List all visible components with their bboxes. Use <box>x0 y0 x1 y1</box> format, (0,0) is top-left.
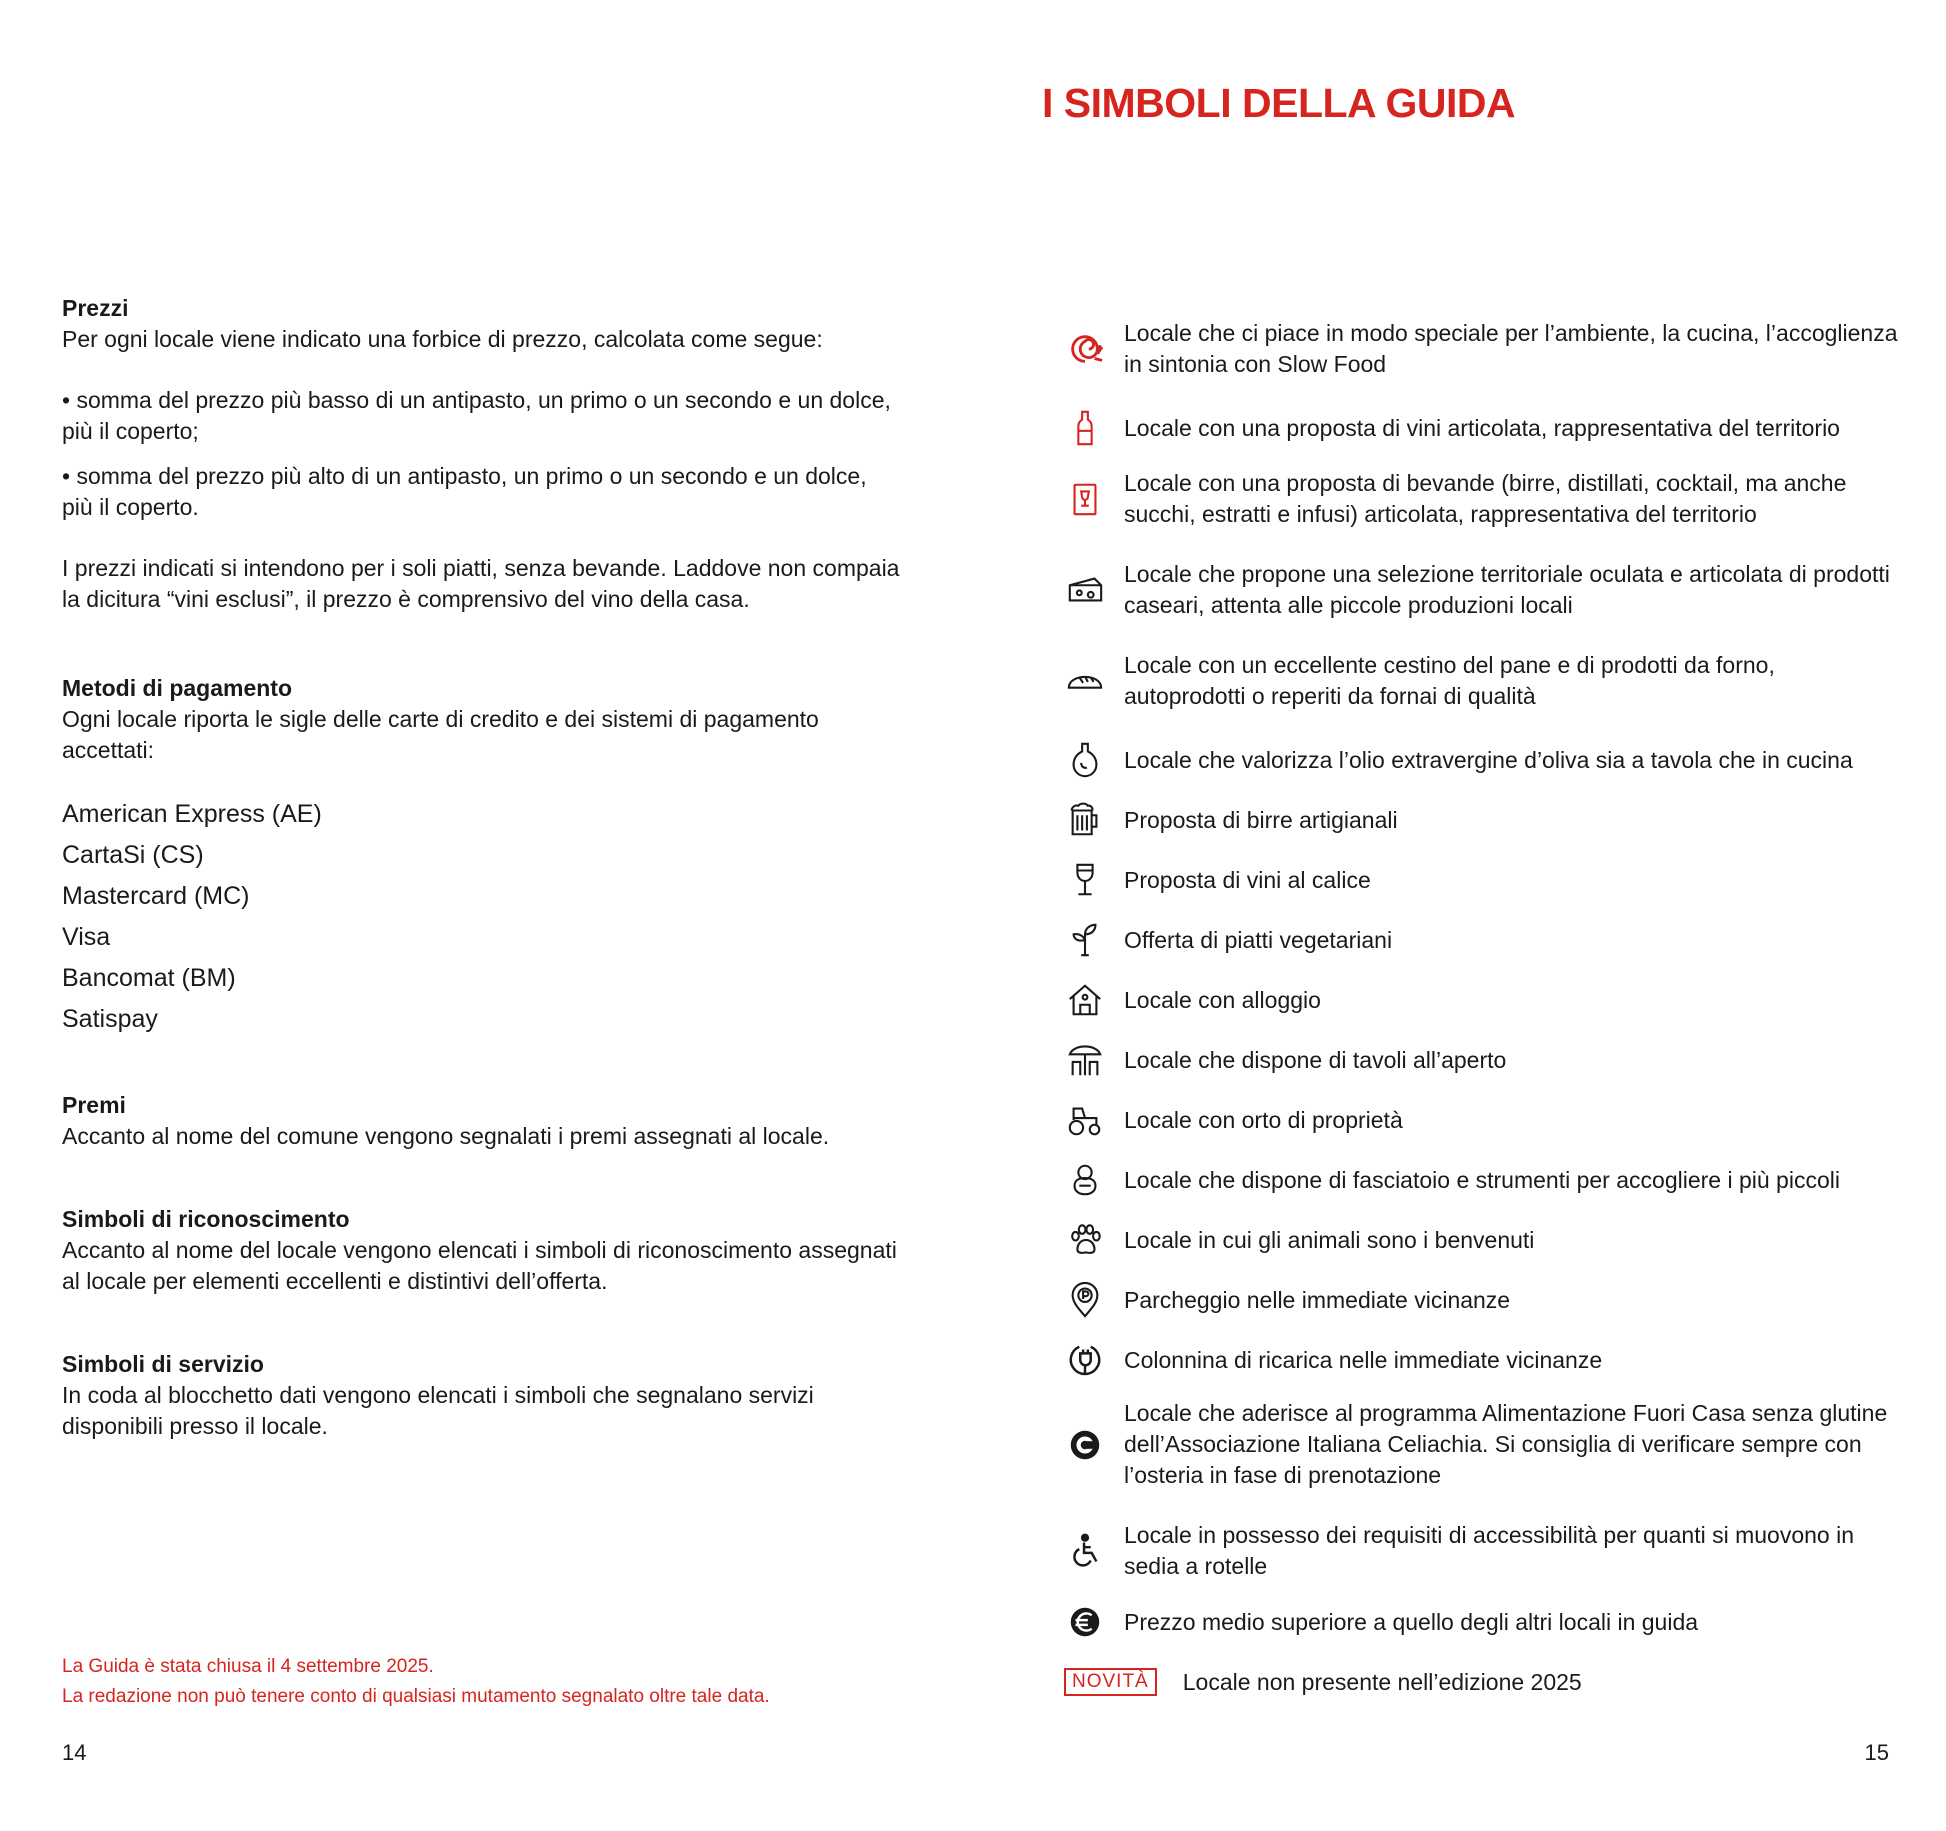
drinks-menu-icon <box>1062 480 1108 518</box>
symbol-item <box>1062 1040 1902 1080</box>
vegetable-icon <box>1062 921 1108 959</box>
symbol-description: Locale non presente nell’edizione 2025 <box>1182 1668 1582 1695</box>
payment-methods-list <box>62 794 902 1040</box>
symbol-item <box>1062 1220 1902 1260</box>
symbol-description: Locale in cui gli animali sono i benvenuti <box>1124 1226 1535 1253</box>
symbol-item <box>1062 1160 1902 1200</box>
symbol-item <box>1062 1602 1902 1642</box>
bread-icon <box>1062 662 1108 700</box>
page-number-right: 15 <box>1864 1740 1889 1765</box>
celiac-icon <box>1062 1426 1108 1464</box>
symbol-item <box>1062 468 1902 530</box>
symbol-description: Locale con un eccellente cestino del pane e di prodotti da forno, autoprodotti o reperiti da fornai di qualità <box>1124 652 1775 709</box>
symbol-item <box>1062 920 1902 960</box>
premi-text: Accanto al nome del comune vengono segnalati i premi assegnati al locale. <box>62 1123 830 1149</box>
symbol-description: Locale che dispone di fasciatoio e strumenti per accogliere i più piccoli <box>1124 1166 1840 1193</box>
tractor-icon <box>1062 1101 1108 1139</box>
prezzi-note: I prezzi indicati si intendono per i soli piatti, senza bevande. Laddove non compaia la dicitura “vini esclusi”, il prezzo è comprensivo del vino della casa. <box>62 555 900 612</box>
parking-icon <box>1062 1281 1108 1319</box>
symbol-description: Locale che dispone di tavoli all’aperto <box>1124 1046 1507 1073</box>
left-column <box>62 293 902 1478</box>
wheelchair-icon <box>1062 1532 1108 1570</box>
payment-method: CartaSi (CS) <box>62 841 204 869</box>
symbol-item <box>1062 1398 1902 1491</box>
symbol-description: Locale con alloggio <box>1124 986 1321 1013</box>
prezzi-bullet-high: • somma del prezzo più alto di un antipasto, un primo o un secondo e un dolce, più il coperto. <box>62 463 867 520</box>
symbol-item <box>1062 650 1902 712</box>
symbol-description: Locale con una proposta di vini articolata, rappresentativa del territorio <box>1124 414 1840 441</box>
changes-disclaimer: La redazione non può tenere conto di qualsiasi mutamento segnalato oltre tale data. <box>62 1686 770 1707</box>
premi-heading: Premi <box>62 1092 126 1118</box>
prezzi-bullet-low: • somma del prezzo più basso di un antipasto, un primo o un secondo e un dolce, più il coperto; <box>62 387 891 444</box>
symbol-item <box>1062 860 1902 900</box>
beer-mug-icon <box>1062 801 1108 839</box>
payment-method: Bancomat (BM) <box>62 964 236 992</box>
symbol-description: Proposta di birre artigianali <box>1124 806 1398 833</box>
symbol-item <box>1062 740 1902 780</box>
symbol-description: Parcheggio nelle immediate vicinanze <box>1124 1286 1511 1313</box>
paw-icon <box>1062 1221 1108 1259</box>
symbol-description: Locale che valorizza l’olio extravergine d’oliva sia a tavola che in cucina <box>1124 746 1853 773</box>
payment-method: Satispay <box>62 1005 158 1033</box>
symbol-description: Proposta di vini al calice <box>1124 866 1371 893</box>
symbol-description: Locale che ci piace in modo speciale per l’ambiente, la cucina, l’accoglienza in sintonia con Slow Food <box>1124 320 1898 377</box>
page-number-left: 14 <box>62 1740 87 1765</box>
symbol-item <box>1062 980 1902 1020</box>
symbol-description: Colonnina di ricarica nelle immediate vicinanze <box>1124 1346 1603 1373</box>
section-servizio <box>62 1349 902 1442</box>
novita-badge: NOVITÀ <box>1064 1668 1157 1696</box>
symbol-description: Prezzo medio superiore a quello degli altri locali in guida <box>1124 1608 1699 1635</box>
baby-icon <box>1062 1161 1108 1199</box>
servizio-heading: Simboli di servizio <box>62 1351 264 1377</box>
symbol-description: Locale con una proposta di bevande (birre, distillati, cocktail, ma anche succhi, estratti e infusi) articolata, rappresentativa del territorio <box>1124 470 1847 527</box>
pagamento-intro: Ogni locale riporta le sigle delle carte di credito e dei sistemi di pagamento accettati: <box>62 706 819 763</box>
symbol-item <box>1062 1100 1902 1140</box>
symbol-item <box>1062 1520 1902 1582</box>
section-riconoscimento <box>62 1204 902 1297</box>
pagamento-heading: Metodi di pagamento <box>62 675 292 701</box>
riconoscimento-text: Accanto al nome del locale vengono elencati i simboli di riconoscimento assegnati al locale per elementi eccellenti e distintivi dell’offerta. <box>62 1237 897 1294</box>
symbol-description: Locale in possesso dei requisiti di accessibilità per quanti si muovono in sedia a rotelle <box>1124 1522 1855 1579</box>
closing-date-note: La Guida è stata chiusa il 4 settembre 2025. <box>62 1656 434 1677</box>
symbols-legend <box>1062 318 1902 1702</box>
symbol-description: Offerta di piatti vegetariani <box>1124 926 1393 953</box>
snail-icon <box>1062 330 1108 368</box>
page-title: I SIMBOLI DELLA GUIDA <box>1042 80 1516 126</box>
payment-method: Mastercard (MC) <box>62 882 250 910</box>
cheese-icon <box>1062 571 1108 609</box>
symbol-item <box>1062 1340 1902 1380</box>
euro-icon <box>1062 1603 1108 1641</box>
olive-oil-icon <box>1062 741 1108 779</box>
servizio-text: In coda al blocchetto dati vengono elencati i simboli che segnalano servizi disponibili presso il locale. <box>62 1382 814 1439</box>
symbol-item <box>1062 1280 1902 1320</box>
wine-glass-icon <box>1062 861 1108 899</box>
symbol-item <box>1062 800 1902 840</box>
symbol-item-novita <box>1062 1662 1902 1702</box>
payment-method: American Express (AE) <box>62 800 322 828</box>
riconoscimento-heading: Simboli di riconoscimento <box>62 1206 350 1232</box>
symbol-item <box>1062 408 1902 448</box>
symbol-description: Locale con orto di proprietà <box>1124 1106 1403 1133</box>
wine-bottle-icon <box>1062 409 1108 447</box>
guide-closing-note <box>62 1652 770 1712</box>
symbol-item <box>1062 559 1902 621</box>
payment-method: Visa <box>62 923 111 951</box>
symbol-description: Locale che aderisce al programma Alimentazione Fuori Casa senza glutine dell’Associazione Italiana Celiachia. Si consiglia di verificare sempre con l’osteria in fase di prenotazione <box>1124 1400 1888 1488</box>
symbol-description: Locale che propone una selezione territoriale oculata e articolata di prodotti caseari, attenta alle piccole produzioni locali <box>1124 561 1890 618</box>
prezzi-heading: Prezzi <box>62 295 129 321</box>
prezzi-intro: Per ogni locale viene indicato una forbice di prezzo, calcolata come segue: <box>62 326 823 352</box>
house-icon <box>1062 981 1108 1019</box>
outdoor-tables-icon <box>1062 1041 1108 1079</box>
ev-charging-icon <box>1062 1341 1108 1379</box>
section-prezzi <box>62 293 902 615</box>
symbol-item <box>1062 318 1902 380</box>
section-pagamento <box>62 673 902 1040</box>
section-premi <box>62 1090 902 1152</box>
